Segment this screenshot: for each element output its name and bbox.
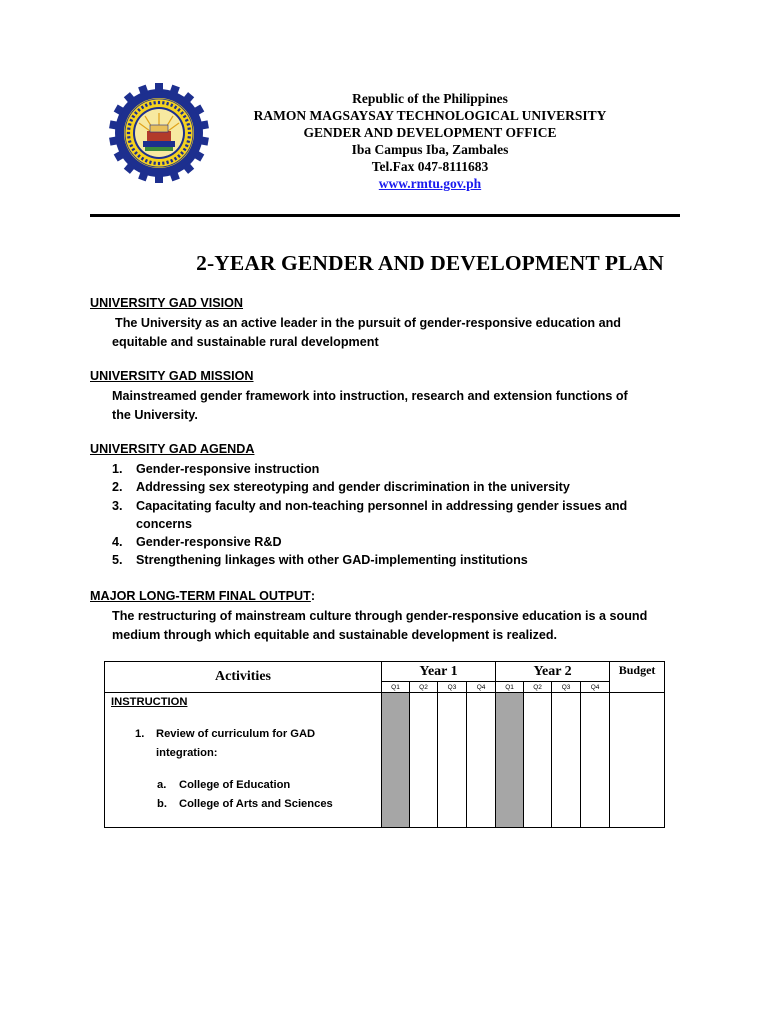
vision-line-2: equitable and sustainable rural development bbox=[112, 334, 379, 349]
seal-ring-letter bbox=[188, 132, 191, 134]
mission-text bbox=[112, 387, 672, 424]
sub-item-letter: a. bbox=[157, 779, 167, 791]
mission-line-2: the University. bbox=[112, 407, 198, 422]
list-item bbox=[112, 497, 672, 534]
sub-item bbox=[157, 776, 290, 795]
quarter-header: Q2 bbox=[410, 682, 438, 693]
campus-address: Iba Campus Iba, Zambales bbox=[351, 142, 509, 157]
seal-ring-letter bbox=[162, 101, 165, 104]
item-number: 5. bbox=[112, 553, 123, 568]
output-heading-text: MAJOR LONG-TERM FINAL OUTPUT bbox=[90, 589, 311, 603]
sub-item bbox=[157, 795, 333, 814]
office-name: GENDER AND DEVELOPMENT OFFICE bbox=[303, 125, 557, 140]
output-line-1: The restructuring of mainstream culture through gender-responsive education is a sound bbox=[112, 609, 648, 623]
sub-item-text: College of Arts and Sciences bbox=[179, 798, 333, 810]
list-item bbox=[112, 460, 672, 478]
schedule-cell bbox=[524, 693, 552, 828]
budget-cell bbox=[610, 693, 665, 828]
vision-line-1: The University as an active leader in the pursuit of gender-responsive education and bbox=[115, 316, 621, 330]
schedule-cell bbox=[410, 693, 438, 828]
page-title: 2-YEAR GENDER AND DEVELOPMENT PLAN bbox=[196, 251, 664, 275]
activity-line: Review of curriculum for GAD bbox=[156, 728, 316, 740]
seal-ring-letter bbox=[153, 101, 156, 104]
activity-item bbox=[135, 725, 315, 762]
item-text-line: Capacitating faculty and non-teaching personnel in addressing gender issues and bbox=[136, 498, 628, 513]
plan-table bbox=[104, 661, 665, 828]
activity-number: 1. bbox=[135, 728, 145, 740]
seal-ring-letter bbox=[127, 136, 130, 139]
quarter-header: Q4 bbox=[581, 682, 610, 693]
item-text: Addressing sex stereotyping and gender discrimination in the university bbox=[136, 480, 570, 495]
item-number: 4. bbox=[112, 535, 123, 550]
activity-line: integration: bbox=[156, 746, 218, 759]
schedule-cell-shaded bbox=[496, 693, 524, 828]
activity-text bbox=[156, 725, 315, 762]
item-number: 1. bbox=[112, 462, 123, 476]
item-text-line: concerns bbox=[136, 516, 192, 531]
output-colon: : bbox=[310, 589, 316, 603]
quarter-header: Q3 bbox=[438, 682, 467, 693]
list-item bbox=[112, 551, 672, 569]
sub-item-text: College of Education bbox=[179, 779, 291, 791]
seal-ring-letter bbox=[187, 136, 190, 139]
item-text: Gender-responsive R&D bbox=[136, 535, 282, 550]
schedule-cell bbox=[438, 693, 467, 828]
quarter-header: Q1 bbox=[496, 682, 524, 693]
year2-header: Year 2 bbox=[496, 662, 610, 682]
vision-heading: UNIVERSITY GAD VISION bbox=[90, 296, 244, 310]
item-text: Gender-responsive instruction bbox=[136, 462, 320, 476]
seal-ring-letter bbox=[127, 127, 130, 130]
list-item bbox=[112, 478, 672, 496]
item-text bbox=[136, 497, 672, 534]
item-number: 3. bbox=[112, 498, 123, 513]
output-line-2: medium through which equitable and sustainable development is realized. bbox=[112, 627, 558, 642]
seal-ring-letter bbox=[158, 101, 160, 104]
schedule-cell bbox=[552, 693, 581, 828]
seal-ring-letter bbox=[127, 132, 130, 134]
budget-header: Budget bbox=[610, 662, 665, 693]
seal-ring-letter bbox=[187, 127, 190, 130]
vision-text bbox=[112, 314, 672, 351]
telfax: Tel.Fax 047-8111683 bbox=[371, 159, 489, 174]
schedule-cell bbox=[581, 693, 610, 828]
output-heading bbox=[90, 589, 315, 603]
quarter-header: Q3 bbox=[552, 682, 581, 693]
university-name: RAMON MAGSAYSAY TECHNOLOGICAL UNIVERSITY bbox=[253, 108, 607, 123]
website-link[interactable]: www.rmtu.gov.ph bbox=[378, 176, 482, 191]
quarter-header: Q4 bbox=[467, 682, 496, 693]
quarter-header: Q2 bbox=[524, 682, 552, 693]
schedule-cell-shaded bbox=[382, 693, 410, 828]
mission-heading: UNIVERSITY GAD MISSION bbox=[90, 369, 254, 383]
country-line: Republic of the Philippines bbox=[352, 91, 508, 106]
sub-item-letter: b. bbox=[157, 798, 167, 810]
activity-cell bbox=[105, 693, 382, 828]
seal-ring-letter bbox=[153, 161, 156, 164]
header-divider bbox=[90, 214, 680, 217]
quarter-header: Q1 bbox=[382, 682, 410, 693]
year1-header: Year 1 bbox=[382, 662, 496, 682]
letterhead bbox=[220, 90, 640, 192]
seal-ring-letter bbox=[162, 161, 165, 164]
agenda-heading: UNIVERSITY GAD AGENDA bbox=[90, 442, 255, 456]
activities-header: Activities bbox=[105, 662, 382, 693]
section-label: INSTRUCTION bbox=[111, 696, 188, 708]
university-seal-icon bbox=[108, 82, 210, 184]
agenda-list bbox=[112, 460, 672, 570]
output-text bbox=[112, 607, 672, 644]
seal-ring-letter bbox=[158, 162, 160, 165]
item-text: Strengthening linkages with other GAD-implementing institutions bbox=[136, 553, 528, 568]
item-number: 2. bbox=[112, 480, 123, 495]
list-item bbox=[112, 533, 672, 551]
schedule-cell bbox=[467, 693, 496, 828]
mission-line-1: Mainstreamed gender framework into instruction, research and extension functions of bbox=[112, 389, 628, 403]
